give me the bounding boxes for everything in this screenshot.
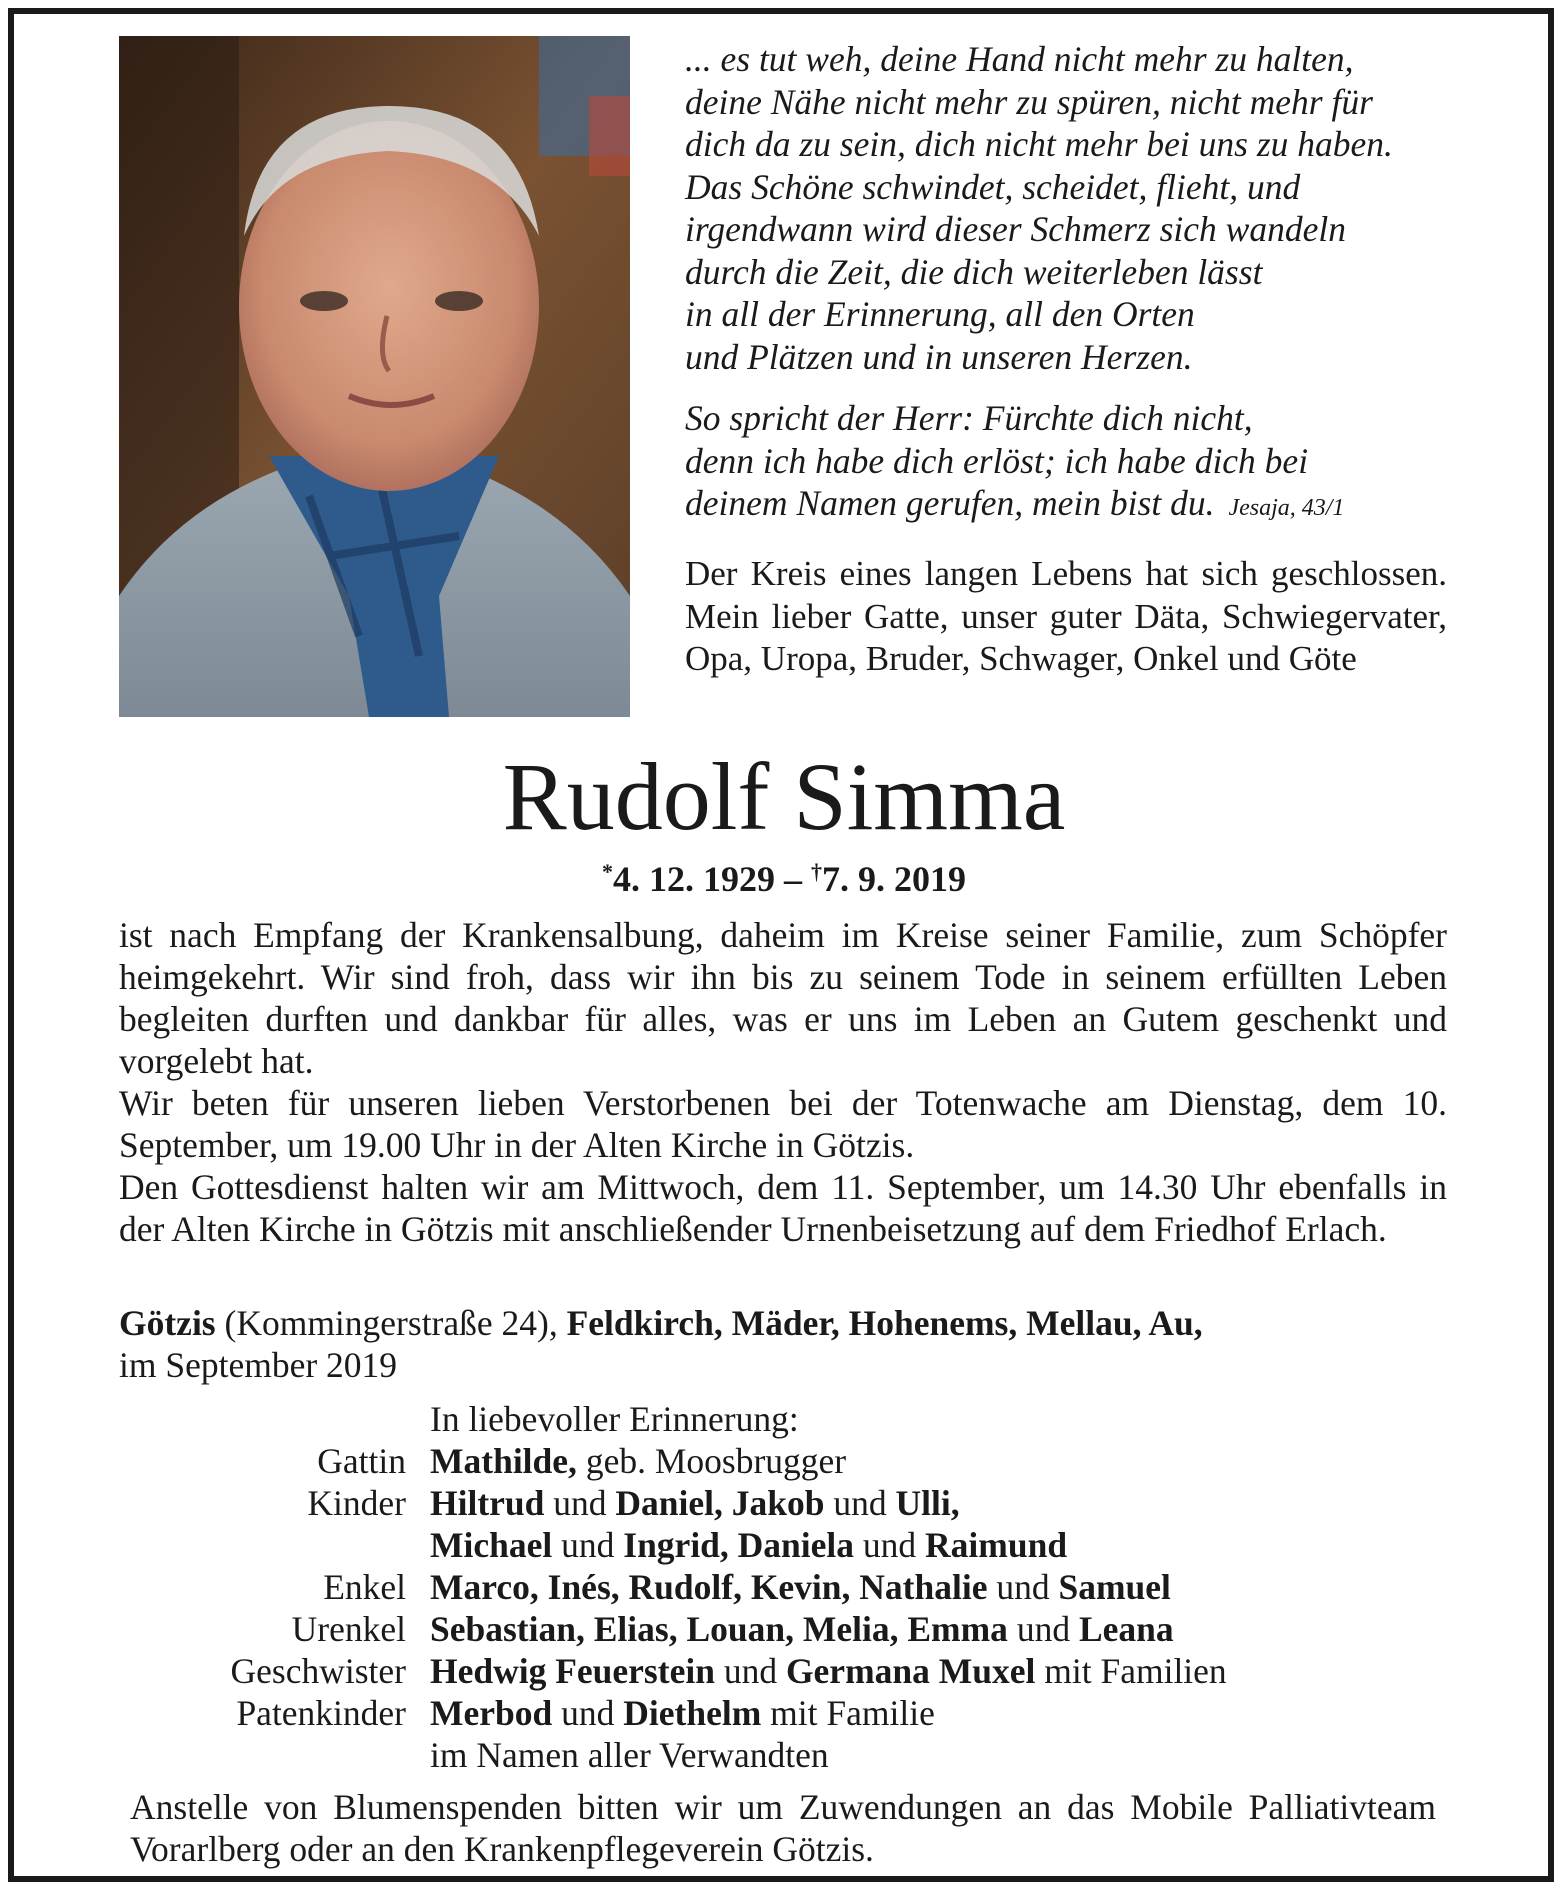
death-date: 7. 9. 2019 [822, 859, 966, 899]
place-line [119, 1302, 1451, 1344]
life-dates [0, 850, 1568, 901]
family-name-bold: Diethelm [623, 1693, 762, 1733]
body-paragraph-wake: Wir beten für unseren lieben Verstorbenen bei der Totenwache am Dienstag, dem 10. September, um 19.00 Uhr in der Alten Kirche in Götzis. [119, 1083, 1447, 1165]
family-label-empty [119, 1734, 430, 1776]
family-name-note: mit Familien [1044, 1651, 1227, 1691]
deceased-name: Rudolf Simma [502, 743, 1066, 850]
intro-text: Der Kreis eines langen Lebens hat sich geschlossen. Mein lieber Gatte, unser guter Däta, Schwiegervater, Opa, Uropa, Bruder, Schwager, Onkel und Göte [685, 554, 1447, 678]
family-label-empty [119, 1398, 430, 1440]
family-names [430, 1608, 1449, 1650]
family-name-bold: Mathilde, [430, 1441, 577, 1481]
family-name-bold: Leana [1078, 1609, 1174, 1649]
family-name-note: mit Familie [770, 1693, 935, 1733]
family-row-kinder-cont [119, 1524, 1449, 1566]
poem [685, 38, 1450, 378]
family-name-bold: Germana Muxel [785, 1651, 1036, 1691]
family-names [430, 1692, 1449, 1734]
family-name-bold: Michael [430, 1525, 553, 1565]
family-row-geschwister [119, 1650, 1449, 1692]
verse-line: deinem Namen gerufen, mein bist du. [685, 483, 1215, 523]
portrait-illustration [119, 36, 630, 717]
family-conjunction: und [561, 1525, 615, 1565]
donation-note: Anstelle von Blumenspenden bitten wir um Zuwendungen an das Mobile Palliativteam Vorarlberg oder an den Krankenpflegeverein Götzis. [130, 1787, 1436, 1869]
family-row-paten [119, 1692, 1449, 1734]
portrait-photo [119, 36, 630, 717]
family-row-kinder [119, 1482, 1449, 1524]
place-town: Götzis [119, 1303, 216, 1343]
birth-date: 4. 12. 1929 [613, 859, 775, 899]
family-names [430, 1524, 1449, 1566]
family-name-bold: Daniel, Jakob [615, 1483, 825, 1523]
family-label: Gattin [317, 1441, 406, 1481]
announcement-body [119, 914, 1447, 1250]
family-name-bold: Sebastian, Elias, Louan, Melia, Emma [430, 1609, 1008, 1649]
date-dash: – [784, 859, 802, 899]
family-conjunction: und [723, 1651, 778, 1691]
family-closing: im Namen aller Verwandten [430, 1735, 829, 1775]
family-label-empty [119, 1524, 430, 1566]
family-name-bold: Samuel [1058, 1567, 1171, 1607]
family-conjunction: und [833, 1483, 887, 1523]
place-date: im September 2019 [119, 1345, 398, 1385]
family-label: Enkel [323, 1567, 406, 1607]
verse-reference: Jesaja, 43/1 [1228, 495, 1345, 521]
family-name-bold: Ingrid, Daniela [623, 1525, 855, 1565]
family-name-bold: Hedwig Feuerstein [430, 1651, 715, 1691]
family-label: Patenkinder [236, 1693, 406, 1733]
poem-line: irgendwann wird dieser Schmerz sich wandeln [685, 209, 1346, 249]
family-row-gattin [119, 1440, 1449, 1482]
poem-line: Das Schöne schwindet, scheidet, flieht, und [685, 166, 1301, 207]
family-conjunction: und [1016, 1609, 1071, 1649]
poem-line: deine Nähe nicht mehr zu spüren, nicht mehr für [685, 81, 1373, 122]
family-names [430, 1566, 1449, 1608]
place-towns: Feldkirch, Mäder, Hohenems, Mellau, Au, [566, 1303, 1203, 1343]
family-closing-row [119, 1734, 1449, 1776]
family-name-bold: Merbod [430, 1693, 553, 1733]
family-name-bold: Raimund [925, 1525, 1068, 1565]
family-name-note: geb. Moosbrugger [585, 1441, 847, 1481]
poem-line: ... es tut weh, deine Hand nicht mehr zu halten, [685, 39, 1354, 79]
family-names [430, 1440, 1449, 1482]
family-names [430, 1482, 1449, 1524]
family-conjunction: und [862, 1525, 917, 1565]
poem-line: und Plätzen und in unseren Herzen. [685, 336, 1193, 377]
verse-line: denn ich habe dich erlöst; ich habe dich bei [685, 440, 1309, 481]
birth-symbol: * [602, 859, 613, 884]
body-paragraph-service: Den Gottesdienst halten wir am Mittwoch, dem 11. September, um 14.30 Uhr ebenfalls in der Alten Kirche in Götzis mit anschließender Urnenbeisetzung auf dem Friedhof Erlach. [119, 1167, 1447, 1249]
family-label: Kinder [307, 1483, 406, 1523]
family-conjunction: und [561, 1693, 615, 1733]
family-name-bold: Hiltrud [430, 1483, 545, 1523]
poem-line: in all der Erinnerung, all den Orten [685, 294, 1195, 334]
verse-line: So spricht der Herr: Fürchte dich nicht, [685, 398, 1253, 438]
family-row-urenkel [119, 1608, 1449, 1650]
poem-line: dich da zu sein, dich nicht mehr bei uns zu haben. [685, 124, 1393, 164]
family-name-bold: Ulli, [895, 1483, 960, 1523]
body-paragraph-passing: ist nach Empfang der Krankensalbung, daheim im Kreise seiner Familie, zum Schöpfer heimgekehrt. Wir sind froh, dass wir ihn bis zu seinem Tode in seinem erfüllten Leben begleiten durften und dankbar für alles, was er uns im Leben an Gutem geschenkt und vorgelebt hat. [119, 915, 1447, 1081]
death-symbol: † [811, 859, 822, 884]
family-row-enkel [119, 1566, 1449, 1608]
place-and-date [119, 1302, 1451, 1386]
family-conjunction: und [553, 1483, 607, 1523]
family-label: Urenkel [291, 1609, 406, 1649]
family-heading: In liebevoller Erinnerung: [430, 1399, 799, 1439]
family-conjunction: und [996, 1567, 1050, 1607]
family-heading-row [119, 1398, 1449, 1440]
family-list [119, 1398, 1449, 1776]
family-name-bold: Marco, Inés, Rudolf, Kevin, Nathalie [430, 1567, 988, 1607]
place-address: (Kommingerstraße 24), [224, 1303, 558, 1343]
family-label: Geschwister [230, 1651, 406, 1691]
family-names [430, 1650, 1449, 1692]
poem-line: durch die Zeit, die dich weiterleben lässt [685, 251, 1263, 292]
verse-line-last [685, 482, 1450, 530]
bible-verse [685, 397, 1450, 530]
